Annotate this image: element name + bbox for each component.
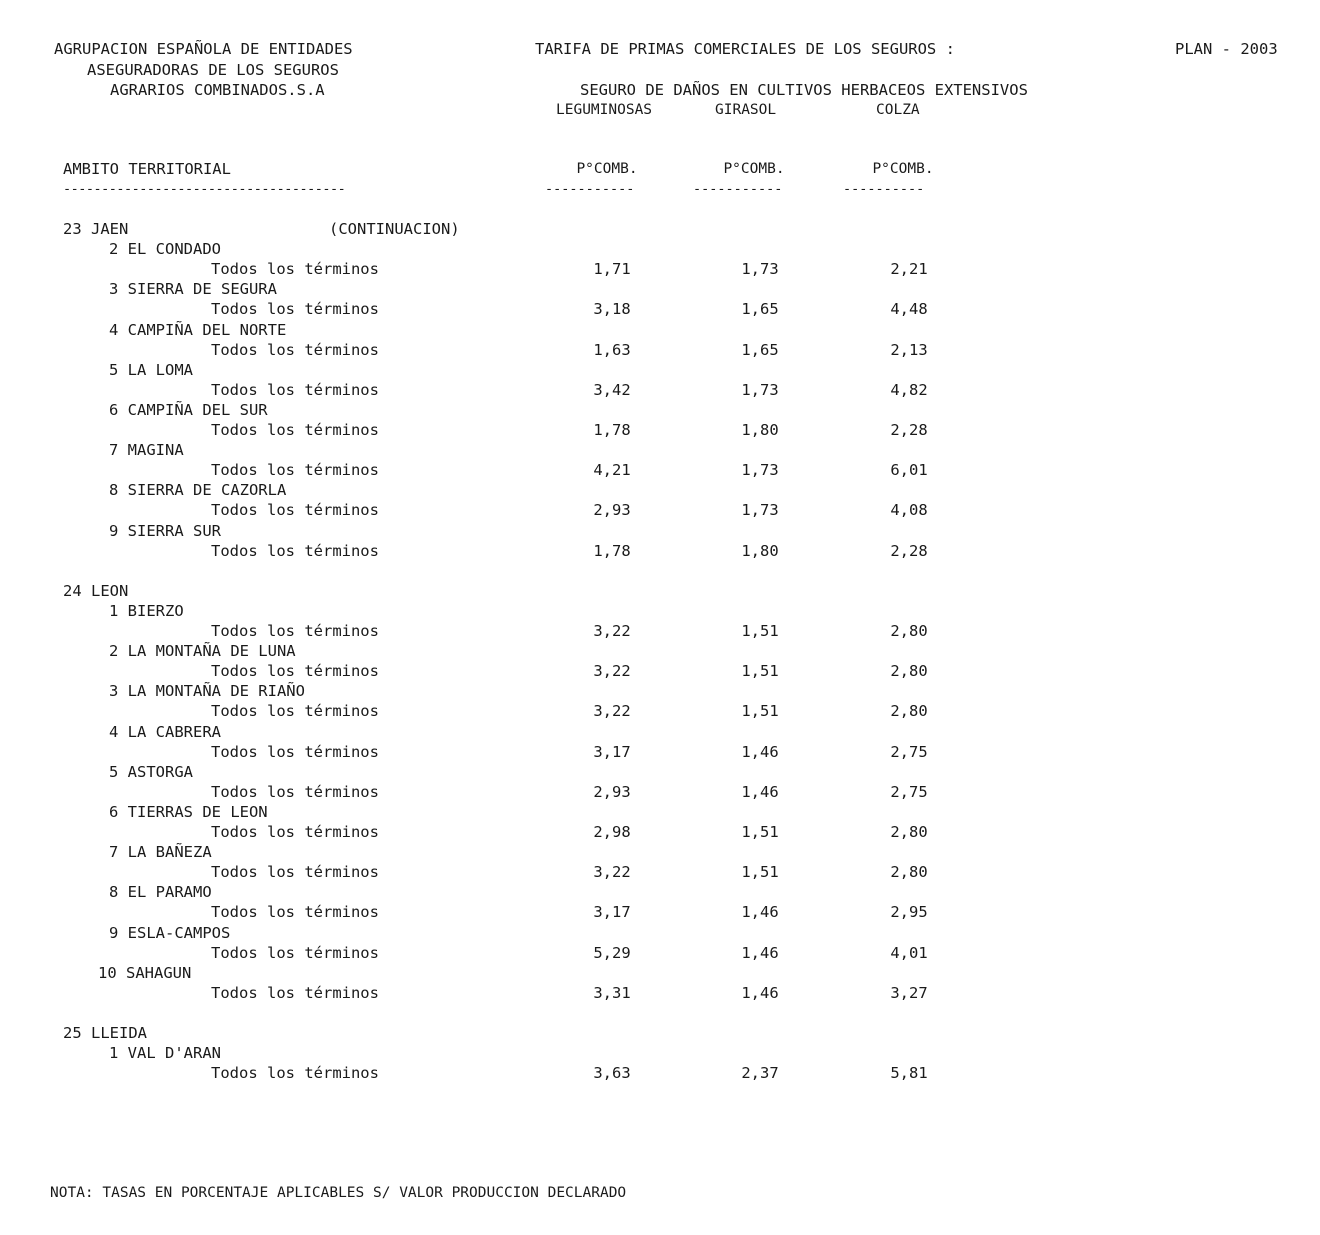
value-leguminosas: 3,22 xyxy=(593,622,631,640)
value-girasol: 1,73 xyxy=(741,381,779,399)
value-leguminosas: 3,31 xyxy=(593,984,631,1002)
value-leguminosas: 3,42 xyxy=(593,381,631,399)
value-colza: 2,80 xyxy=(890,823,928,841)
term-label: Todos los términos xyxy=(211,823,379,841)
comarca-label: 9 ESLA-CAMPOS xyxy=(109,924,231,942)
column-rule-3: ---------- xyxy=(843,181,925,197)
value-girasol: 1,73 xyxy=(741,501,779,519)
comarca-label: 7 LA BAÑEZA xyxy=(109,843,212,861)
value-colza: 6,01 xyxy=(890,461,928,479)
value-colza: 4,48 xyxy=(890,300,928,318)
comarca-label: 4 CAMPIÑA DEL NORTE xyxy=(109,321,287,339)
comarca-label: 6 CAMPIÑA DEL SUR xyxy=(109,401,268,419)
org-name-line2: ASEGURADORAS DE LOS SEGUROS xyxy=(87,61,339,79)
value-girasol: 1,51 xyxy=(741,702,779,720)
column-header-ambito: AMBITO TERRITORIAL xyxy=(63,160,231,178)
value-colza: 2,13 xyxy=(890,341,928,359)
comarca-label: 1 BIERZO xyxy=(109,602,184,620)
column-header-girasol: P°COMB. xyxy=(723,161,785,177)
value-girasol: 1,51 xyxy=(741,863,779,881)
crop-leguminosas: LEGUMINOSAS xyxy=(556,102,653,118)
value-colza: 3,27 xyxy=(890,984,928,1002)
value-girasol: 1,46 xyxy=(741,783,779,801)
value-colza: 2,75 xyxy=(890,783,928,801)
value-leguminosas: 3,17 xyxy=(593,903,631,921)
value-leguminosas: 3,22 xyxy=(593,662,631,680)
value-girasol: 1,65 xyxy=(741,341,779,359)
value-girasol: 1,51 xyxy=(741,823,779,841)
org-name-line3: AGRARIOS COMBINADOS.S.A xyxy=(110,81,325,99)
value-colza: 2,28 xyxy=(890,542,928,560)
value-colza: 2,80 xyxy=(890,662,928,680)
value-colza: 4,82 xyxy=(890,381,928,399)
term-label: Todos los términos xyxy=(211,984,379,1002)
value-girasol: 1,80 xyxy=(741,542,779,560)
comarca-label: 5 ASTORGA xyxy=(109,763,193,781)
value-leguminosas: 5,29 xyxy=(593,944,631,962)
value-leguminosas: 3,63 xyxy=(593,1064,631,1082)
comarca-label: 2 EL CONDADO xyxy=(109,240,221,258)
comarca-label: 8 SIERRA DE CAZORLA xyxy=(109,481,287,499)
comarca-label: 4 LA CABRERA xyxy=(109,723,221,741)
term-label: Todos los términos xyxy=(211,501,379,519)
value-girasol: 1,46 xyxy=(741,944,779,962)
comarca-label: 7 MAGINA xyxy=(109,441,184,459)
comarca-label: 3 LA MONTAÑA DE RIAÑO xyxy=(109,682,305,700)
province-label: 25 LLEIDA xyxy=(63,1024,147,1042)
value-colza: 4,08 xyxy=(890,501,928,519)
column-rule-ambito: ------------------------------------- xyxy=(63,181,346,197)
value-girasol: 2,37 xyxy=(741,1064,779,1082)
value-girasol: 1,46 xyxy=(741,743,779,761)
crop-colza: COLZA xyxy=(876,102,920,118)
value-girasol: 1,51 xyxy=(741,622,779,640)
value-leguminosas: 3,22 xyxy=(593,702,631,720)
value-leguminosas: 4,21 xyxy=(593,461,631,479)
term-label: Todos los términos xyxy=(211,944,379,962)
value-girasol: 1,51 xyxy=(741,662,779,680)
footer-note: NOTA: TASAS EN PORCENTAJE APLICABLES S/ VALOR PRODUCCION DECLARADO xyxy=(50,1185,627,1201)
continuation-note: (CONTINUACION) xyxy=(329,220,460,238)
value-leguminosas: 3,18 xyxy=(593,300,631,318)
value-colza: 4,01 xyxy=(890,944,928,962)
column-header-leguminosas: P°COMB. xyxy=(576,161,638,177)
value-colza: 2,80 xyxy=(890,622,928,640)
term-label: Todos los términos xyxy=(211,260,379,278)
comarca-label: 6 TIERRAS DE LEON xyxy=(109,803,268,821)
value-colza: 2,28 xyxy=(890,421,928,439)
comarca-label: 3 SIERRA DE SEGURA xyxy=(109,280,277,298)
value-colza: 2,95 xyxy=(890,903,928,921)
org-name-line1: AGRUPACION ESPAÑOLA DE ENTIDADES xyxy=(54,40,353,58)
province-label: 23 JAEN xyxy=(63,220,129,238)
insurance-subtitle: SEGURO DE DAÑOS EN CULTIVOS HERBACEOS EXTENSIVOS xyxy=(580,81,1028,99)
term-label: Todos los términos xyxy=(211,542,379,560)
value-leguminosas: 2,93 xyxy=(593,501,631,519)
term-label: Todos los términos xyxy=(211,341,379,359)
value-colza: 2,80 xyxy=(890,702,928,720)
term-label: Todos los términos xyxy=(211,622,379,640)
value-colza: 2,80 xyxy=(890,863,928,881)
comarca-label: 5 LA LOMA xyxy=(109,361,193,379)
column-rule-1: ----------- xyxy=(545,181,635,197)
province-label: 24 LEON xyxy=(63,582,129,600)
value-leguminosas: 2,98 xyxy=(593,823,631,841)
value-girasol: 1,80 xyxy=(741,421,779,439)
term-label: Todos los términos xyxy=(211,381,379,399)
term-label: Todos los términos xyxy=(211,702,379,720)
term-label: Todos los términos xyxy=(211,421,379,439)
term-label: Todos los términos xyxy=(211,662,379,680)
term-label: Todos los términos xyxy=(211,300,379,318)
tariff-title: TARIFA DE PRIMAS COMERCIALES DE LOS SEGUROS : xyxy=(535,40,955,58)
value-leguminosas: 1,78 xyxy=(593,421,631,439)
term-label: Todos los términos xyxy=(211,783,379,801)
term-label: Todos los términos xyxy=(211,903,379,921)
value-leguminosas: 1,78 xyxy=(593,542,631,560)
value-girasol: 1,73 xyxy=(741,461,779,479)
value-leguminosas: 1,63 xyxy=(593,341,631,359)
value-leguminosas: 1,71 xyxy=(593,260,631,278)
value-colza: 5,81 xyxy=(890,1064,928,1082)
value-girasol: 1,46 xyxy=(741,984,779,1002)
term-label: Todos los términos xyxy=(211,863,379,881)
comarca-label: 9 SIERRA SUR xyxy=(109,522,221,540)
comarca-label: 1 VAL D'ARAN xyxy=(109,1044,221,1062)
value-leguminosas: 2,93 xyxy=(593,783,631,801)
value-leguminosas: 3,17 xyxy=(593,743,631,761)
value-colza: 2,75 xyxy=(890,743,928,761)
comarca-label: 2 LA MONTAÑA DE LUNA xyxy=(109,642,296,660)
column-header-colza: P°COMB. xyxy=(872,161,934,177)
term-label: Todos los términos xyxy=(211,461,379,479)
crop-girasol: GIRASOL xyxy=(715,102,777,118)
plan-label: PLAN - 2003 xyxy=(1175,40,1278,58)
column-rule-2: ----------- xyxy=(693,181,783,197)
value-leguminosas: 3,22 xyxy=(593,863,631,881)
value-girasol: 1,65 xyxy=(741,300,779,318)
term-label: Todos los términos xyxy=(211,743,379,761)
comarca-label: 10 SAHAGUN xyxy=(98,964,192,982)
term-label: Todos los términos xyxy=(211,1064,379,1082)
value-girasol: 1,46 xyxy=(741,903,779,921)
comarca-label: 8 EL PARAMO xyxy=(109,883,212,901)
value-colza: 2,21 xyxy=(890,260,928,278)
value-girasol: 1,73 xyxy=(741,260,779,278)
